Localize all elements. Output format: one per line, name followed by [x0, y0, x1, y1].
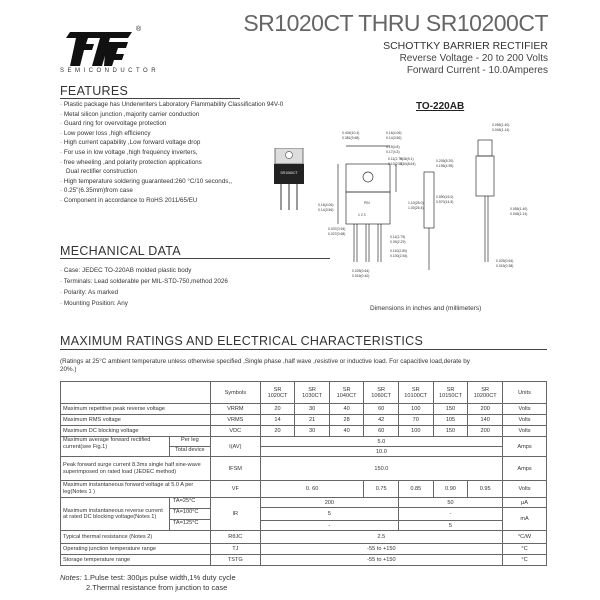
- unit-cell: μA: [503, 498, 547, 508]
- dim-label: 0.381(9.68): [342, 136, 360, 140]
- mechanical-rule: [60, 258, 330, 259]
- unit-cell: °C: [503, 544, 547, 555]
- param-label: Operating junction temperature range: [61, 544, 211, 555]
- value-cell: 5: [398, 521, 502, 531]
- unit-cell: Volts: [503, 481, 547, 498]
- part-header: SR 1030CT: [295, 382, 330, 404]
- value-cell: 30: [295, 404, 330, 415]
- dim-label: 0.016(0.40): [352, 274, 370, 278]
- dim-label: 0.14(3.56): [318, 208, 334, 212]
- logo-subtitle: SEMICONDUCTOR: [60, 68, 160, 74]
- part-header: SR 1040CT: [329, 382, 364, 404]
- table-row: [61, 481, 547, 498]
- symbol-cell: I(AV): [210, 437, 260, 457]
- value-cell: 100: [398, 404, 433, 415]
- value-cell: 105: [433, 415, 468, 426]
- dim-label: 0.11(2.79): [390, 235, 406, 239]
- package-label: TO-220AB: [416, 101, 465, 112]
- dim-label: 0.16(4.06): [318, 203, 334, 207]
- units-header: Units: [503, 382, 547, 404]
- dim-label: 0.100(2.54): [390, 254, 408, 258]
- param-label: Peak forward surge current 8.3ms single half sine-wave superimposed on rated load (JEDEC method): [61, 457, 211, 481]
- value-cell: 0.85: [398, 481, 433, 498]
- dim-label: 0.404(10.4): [342, 131, 360, 135]
- dim-label: 0.055(1.40): [510, 207, 528, 211]
- value-cell: 150: [433, 404, 468, 415]
- part-header: SR 1020CT: [260, 382, 295, 404]
- part-header: SR 10150CT: [433, 382, 468, 404]
- dim-label: 1.00(25.4): [408, 206, 424, 210]
- symbol-cell: RθJC: [210, 531, 260, 544]
- features-heading: FEATURES: [60, 84, 129, 98]
- value-cell: 42: [364, 415, 399, 426]
- dim-label: 1.10(28.0): [408, 201, 424, 205]
- symbol-cell: VRMS: [210, 415, 260, 426]
- unit-cell: °C/W: [503, 531, 547, 544]
- table-row: [61, 555, 547, 566]
- ratings-heading: MAXIMUM RATINGS AND ELECTRICAL CHARACTERISTICS: [60, 334, 424, 348]
- table-header-row: [61, 382, 547, 404]
- dim-label: 0.025(0.64): [496, 259, 514, 263]
- param-label: Maximum RMS voltage: [61, 415, 211, 426]
- pin-label: PIN: [364, 201, 370, 205]
- value-cell: 30: [295, 426, 330, 437]
- dim-label: 0.590(15.0): [436, 195, 454, 199]
- unit-cell: Amps: [503, 437, 547, 457]
- value-cell: -: [260, 521, 398, 531]
- feature-item: · High temperature soldering guaranteed:260 °C/10 seconds,,: [60, 177, 232, 185]
- value-cell: 0. 60: [260, 481, 364, 498]
- mechanical-heading: MECHANICAL DATA: [60, 244, 181, 258]
- symbol-cell: TJ: [210, 544, 260, 555]
- ratings-table: [60, 381, 547, 566]
- feature-item: · Metal silicon junction ,majority carrier conduction: [60, 110, 200, 118]
- param-label: Maximum average forward rectified current(see Fig.1): [63, 437, 151, 450]
- feature-item: · Guard ring for overvoltage protection: [60, 120, 167, 128]
- mechanical-item: · Case: JEDEC TO-220AB molded plastic body: [60, 267, 192, 274]
- table-row: [61, 498, 547, 508]
- part-header: SR 10200CT: [468, 382, 503, 404]
- feature-item: · Plastic package has Underwriters Laboratory Flammability Classification 94V-0: [60, 101, 284, 108]
- mechanical-item: · Mounting Position: Any: [60, 300, 128, 307]
- unit-cell: Volts: [503, 415, 547, 426]
- value-cell: 60: [364, 404, 399, 415]
- feature-item: · High current capability ,Low forward voltage drop: [60, 139, 201, 147]
- ratings-intro: (Ratings at 25°C ambient temperature unless otherwise specified ,Single phase ,half wave ,resistive or inductive load. For capacitive load,derate by 20%.): [60, 358, 470, 373]
- unit-cell: Volts: [503, 426, 547, 437]
- dim-label: 0.055(1.40): [492, 123, 510, 127]
- value-cell: 40: [329, 404, 364, 415]
- device-photo: [272, 148, 306, 212]
- dim-label: 0.045(1.14): [492, 128, 510, 132]
- feature-item: · Low power loss ,high efficiency: [60, 129, 151, 137]
- unit-cell: mA: [503, 508, 547, 531]
- value-cell: -55 to +150: [260, 555, 502, 566]
- param-label: Typical thermal resistance (Notes 2): [61, 531, 211, 544]
- dim-label: 0.19(4.8): [386, 145, 400, 149]
- param-label: Maximum instantaneous reverse current at rated DC blocking voltage(Notes 1): [63, 507, 163, 520]
- symbol-cell: IR: [210, 498, 260, 531]
- sub-label: TA=125°C: [172, 520, 199, 526]
- symbols-header: Symbols: [210, 382, 260, 404]
- product-subtitle: SCHOTTKY BARRIER RECTIFIER: [383, 40, 548, 52]
- param-label-split: [61, 437, 211, 457]
- value-cell: -: [398, 508, 502, 521]
- forward-current-spec: Forward Current - 10.0Amperes: [406, 65, 548, 76]
- features-rule: [60, 98, 240, 99]
- symbol-cell: VF: [210, 481, 260, 498]
- param-label-split: [61, 498, 211, 531]
- mechanical-item: · Terminals: Lead solderable per MIL-STD-750,method 2026: [60, 278, 228, 285]
- document-title: SR1020CT THRU SR10200CT: [243, 10, 548, 36]
- symbol-cell: TSTG: [210, 555, 260, 566]
- value-cell: -55 to +150: [260, 544, 502, 555]
- value-cell: 200: [260, 498, 398, 508]
- unit-cell: Volts: [503, 404, 547, 415]
- sub-labels: [169, 498, 210, 530]
- table-row: [61, 544, 547, 555]
- value-cell: 5: [260, 508, 398, 521]
- dim-label: 0.045(1.14): [510, 212, 528, 216]
- unit-cell: °C: [503, 555, 547, 566]
- param-label: Maximum DC blocking voltage: [61, 426, 211, 437]
- dim-label: 0.09(2.29): [390, 240, 406, 244]
- company-logo: [66, 32, 134, 66]
- dim-label: 0.11(2.79): [388, 157, 404, 161]
- table-row: [61, 426, 547, 437]
- notes: [60, 573, 236, 593]
- dim-label: 0.570(14.5): [436, 200, 454, 204]
- value-cell: 40: [329, 426, 364, 437]
- value-cell: 200: [468, 404, 503, 415]
- dim-label: 0.10(2.54): [388, 162, 404, 166]
- table-row: [61, 457, 547, 481]
- param-label: Storage temperature range: [61, 555, 211, 566]
- symbol-cell: IFSM: [210, 457, 260, 481]
- value-cell: 150: [433, 426, 468, 437]
- ratings-rule: [60, 349, 547, 350]
- dim-label: 0.025(0.64): [352, 269, 370, 273]
- value-cell: 150.0: [260, 457, 502, 481]
- symbol-cell: VRRM: [210, 404, 260, 415]
- table-row: [61, 415, 547, 426]
- dimensions-caption: Dimensions in inches and (millimeters): [370, 305, 482, 312]
- dim-label: 0.027(0.68): [328, 232, 346, 236]
- dim-label: 0.015(0.38): [496, 264, 514, 268]
- symbol-cell: VDC: [210, 426, 260, 437]
- sub-label: TA=100°C: [170, 509, 210, 520]
- feature-item: · For use in low voltage ,high frequency inverters,: [60, 148, 198, 156]
- feature-item: · free wheeling ,and polarity protection applications: [60, 158, 202, 166]
- value-cell: 0.90: [433, 481, 468, 498]
- pin-numbers: 1 2 3: [358, 213, 366, 217]
- dim-label: 0.14(3.56): [386, 136, 402, 140]
- registered-mark: ®: [136, 26, 142, 33]
- value-cell: 70: [398, 415, 433, 426]
- dim-label: 0.110(2.80): [390, 249, 408, 253]
- sub-label: TA=25°C: [170, 498, 210, 509]
- notes-label: Notes:: [60, 573, 82, 582]
- value-cell: 10.0: [260, 447, 502, 457]
- note-item: 1.Pulse test: 300μs pulse width,1% duty cycle: [81, 573, 236, 582]
- sub-label: Per leg: [170, 437, 210, 447]
- param-label: Maximum instantaneous forward voltage at 5.0 A per leg(Notes 1 ): [61, 481, 211, 498]
- value-cell: 14: [260, 415, 295, 426]
- feature-item: · 0.25"(6.35mm)from case: [60, 187, 133, 195]
- dim-label: 0.037(0.94): [328, 227, 346, 231]
- device-marking: SR1060CT: [280, 171, 298, 175]
- value-cell: 200: [468, 426, 503, 437]
- value-cell: 50: [398, 498, 502, 508]
- value-cell: 0.95: [468, 481, 503, 498]
- feature-item: · Component in accordance to RoHS 2011/65/EU: [60, 196, 198, 204]
- value-cell: 60: [364, 426, 399, 437]
- note-item: 2.Thermal resistance from junction to case: [86, 583, 228, 592]
- value-cell: 0.75: [364, 481, 399, 498]
- dim-label: 0.17(4.3): [386, 150, 400, 154]
- unit-cell: Amps: [503, 457, 547, 481]
- dim-label: 0.34(8.64): [400, 162, 416, 166]
- mechanical-item: · Polarity: As marked: [60, 289, 119, 296]
- dim-label: 0.36(9.1): [400, 157, 414, 161]
- package-dimension-drawing: [318, 112, 548, 292]
- table-cell: [61, 382, 211, 404]
- table-row: [61, 404, 547, 415]
- value-cell: 100: [398, 426, 433, 437]
- value-cell: 20: [260, 404, 295, 415]
- dim-label: 0.205(5.20): [436, 159, 454, 163]
- value-cell: 28: [329, 415, 364, 426]
- sub-label: Total device: [175, 447, 205, 453]
- part-header: SR 10100CT: [398, 382, 433, 404]
- table-row: [61, 531, 547, 544]
- value-cell: 20: [260, 426, 295, 437]
- sub-labels: [169, 437, 210, 456]
- value-cell: 2.5: [260, 531, 502, 544]
- dim-label: 0.16(4.06): [386, 131, 402, 135]
- value-cell: 140: [468, 415, 503, 426]
- reverse-voltage-spec: Reverse Voltage - 20 to 200 Volts: [399, 53, 548, 64]
- feature-item: Dual rectifier construction: [66, 168, 138, 176]
- dim-label: 0.195(4.95): [436, 164, 454, 168]
- param-label: Maximum repetitive peak reverse voltage: [61, 404, 211, 415]
- part-header: SR 1060CT: [364, 382, 399, 404]
- value-cell: 5.0: [260, 437, 502, 447]
- value-cell: 21: [295, 415, 330, 426]
- table-row: [61, 437, 547, 447]
